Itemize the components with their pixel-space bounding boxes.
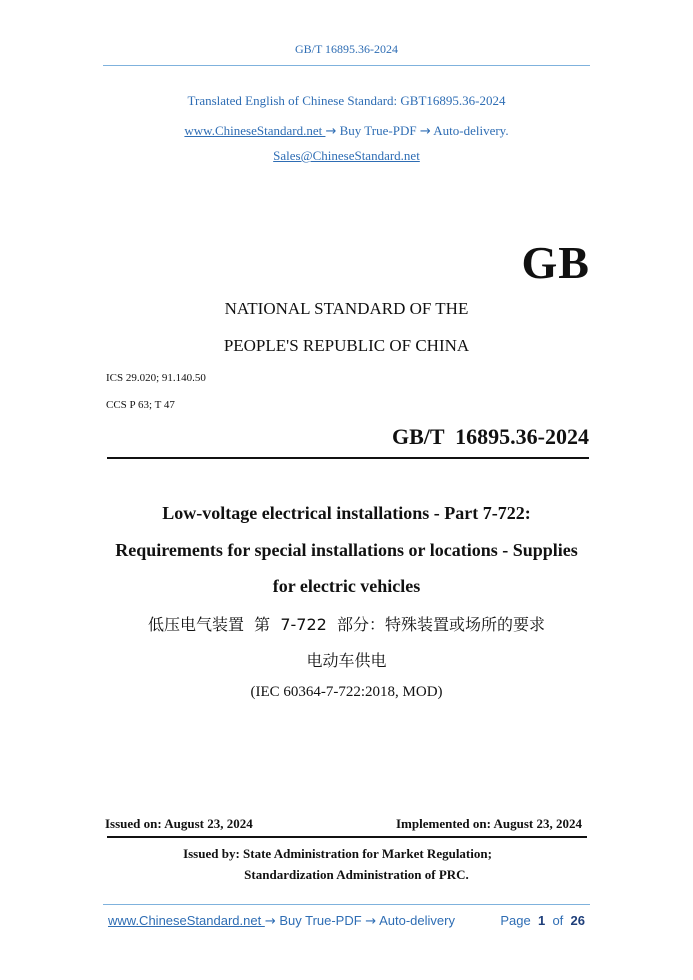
standard-number-rule [107, 457, 589, 459]
iec-reference: (IEC 60364-7-722:2018, MOD) [250, 684, 443, 700]
page-word: Page [500, 913, 531, 928]
buy-pdf-text: Buy True-PDF [336, 123, 420, 138]
page-indicator [500, 913, 585, 928]
issued-date: Issued on: August 23, 2024 [105, 816, 253, 831]
ccs-code: CCS P 63; T 47 [106, 399, 175, 411]
title-en-line2: Requirements for special installations or locations - Supplies [115, 540, 578, 560]
national-standard-line1: NATIONAL STANDARD OF THE [224, 299, 469, 318]
page-total: 26 [570, 913, 585, 928]
email-line [0, 148, 693, 164]
site-link[interactable]: www.ChineseStandard.net [184, 123, 326, 138]
arrow-right-icon: → [325, 124, 337, 139]
title-en-line3: for electric vehicles [272, 576, 421, 596]
ics-code: ICS 29.020; 91.140.50 [106, 372, 206, 384]
title-cn-line2: 电动车供电 [306, 651, 387, 670]
page-number: 1 [537, 913, 546, 928]
national-standard-line2: PEOPLE'S REPUBLIC OF CHINA [223, 336, 470, 355]
footer-site-link[interactable]: www.ChineseStandard.net [108, 913, 265, 928]
gb-logo: GB [521, 237, 590, 288]
footer-buy-pdf-text: Buy True-PDF [275, 913, 366, 928]
title-cn-line1: 低压电气装置 第 7-722 部分：特殊装置或场所的要求 [147, 615, 545, 634]
footer-auto-delivery-text: Auto-delivery [376, 913, 455, 928]
of-word: of [552, 913, 564, 928]
footer-purchase-line [108, 913, 455, 929]
running-header: GB/T 16895.36-2024 [294, 42, 399, 56]
title-en-line1: Low-voltage electrical installations - Part 7-722: [162, 503, 531, 523]
implemented-date: Implemented on: August 23, 2024 [396, 816, 582, 831]
sales-email-link[interactable]: Sales@ChineseStandard.net [273, 148, 420, 163]
purchase-line [0, 123, 693, 139]
dates-rule [107, 836, 587, 838]
issuer-line2: Standardization Administration of PRC. [244, 867, 469, 882]
standard-number: GB/T 16895.36-2024 [391, 424, 589, 449]
arrow-right-icon: → [264, 914, 276, 929]
header-rule [103, 65, 590, 66]
arrow-right-icon: → [365, 914, 377, 929]
issuer-line1: Issued by: State Administration for Market Regulation; [183, 846, 492, 861]
auto-delivery-text: Auto-delivery. [430, 123, 509, 138]
arrow-right-icon: → [419, 124, 431, 139]
footer-rule [103, 904, 590, 905]
translation-notice: Translated English of Chinese Standard: GBT16895.36-2024 [187, 93, 506, 108]
